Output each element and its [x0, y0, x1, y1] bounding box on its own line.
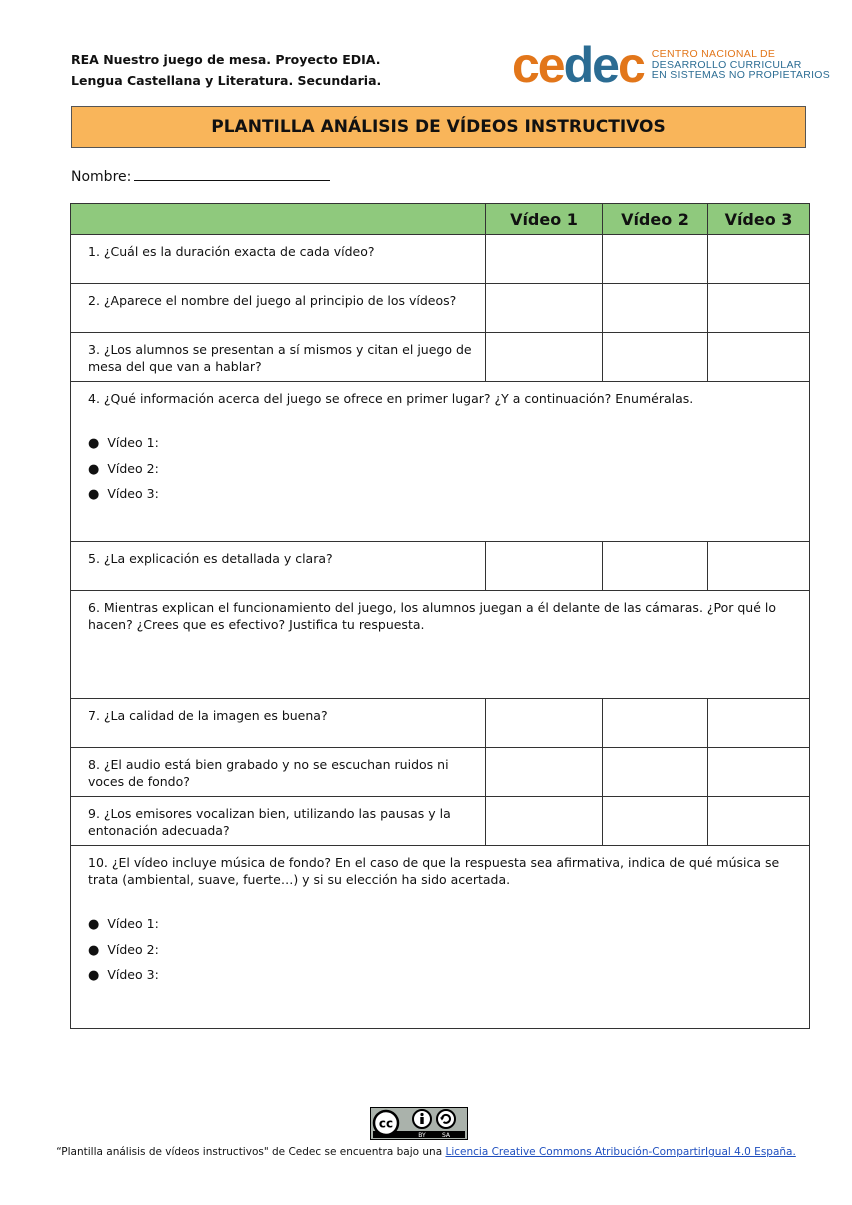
question-5: 5. ¿La explicación es detallada y clara? [88, 551, 333, 566]
answer-cell-video-2[interactable] [603, 542, 708, 591]
list-item: ● Vídeo 2: [88, 938, 809, 964]
video-answer-list [71, 912, 809, 989]
question-8: 8. ¿El audio está bien grabado y no se escuchan ruidos ni voces de fondo? [88, 757, 449, 789]
table-row [71, 748, 810, 797]
license-footer [0, 1146, 852, 1158]
cedec-logo [512, 37, 831, 93]
header-line-1: REA Nuestro juego de mesa. Proyecto EDIA. [71, 52, 381, 67]
question-10: 10. ¿El vídeo incluye música de fondo? En el caso de que la respuesta sea afirmativa, indica de qué música se trata (ambiental, suave, fuerte…) y si su elección ha sido acertada. [88, 855, 780, 887]
header-video-3: Vídeo 3 [708, 204, 810, 235]
header-video-1: Vídeo 1 [486, 204, 603, 235]
name-field [71, 166, 330, 185]
question-cell [71, 542, 486, 591]
logo-word-de: de [563, 37, 618, 93]
answer-cell-video-3[interactable] [708, 748, 810, 797]
cc-by-label: BY [418, 1132, 426, 1139]
answer-cell-video-2[interactable] [603, 699, 708, 748]
table-row [71, 542, 810, 591]
list-item: ● Vídeo 3: [88, 482, 809, 508]
question-1: 1. ¿Cuál es la duración exacta de cada vídeo? [88, 244, 375, 259]
answer-cell-video-2[interactable] [603, 333, 708, 382]
answer-area-question-4[interactable] [71, 382, 810, 542]
license-text: “Plantilla análisis de vídeos instructivos" de Cedec se encuentra bajo una [56, 1146, 446, 1158]
question-4: 4. ¿Qué información acerca del juego se ofrece en primer lugar? ¿Y a continuación? Enuméralas. [88, 391, 694, 406]
logo-sub-line-3: EN SISTEMAS NO PROPIETARIOS [651, 69, 831, 82]
logo-sub-line-2: DESARROLLO CURRICULAR [651, 58, 802, 71]
cc-sa-label: SA [441, 1132, 451, 1139]
list-item: ● Vídeo 1: [88, 912, 809, 938]
question-7: 7. ¿La calidad de la imagen es buena? [88, 708, 328, 723]
answer-cell-video-3[interactable] [708, 542, 810, 591]
name-label: Nombre: [71, 169, 132, 185]
question-2: 2. ¿Aparece el nombre del juego al principio de los vídeos? [88, 293, 457, 308]
answer-cell-video-1[interactable] [486, 284, 603, 333]
answer-area-question-10[interactable] [71, 846, 810, 1029]
logo-word-c: c [617, 37, 644, 93]
answer-cell-video-3[interactable] [708, 235, 810, 284]
license-link[interactable]: Licencia Creative Commons Atribución-CompartirIgual 4.0 España. [445, 1146, 796, 1158]
answer-area-question-6[interactable] [71, 591, 810, 699]
question-cell [71, 699, 486, 748]
video-answer-list [71, 431, 809, 508]
cc-by-sa-icon[interactable] [370, 1107, 468, 1140]
header-line-2: Lengua Castellana y Literatura. Secundaria. [71, 73, 382, 88]
list-item: ● Vídeo 1: [88, 431, 809, 457]
question-cell [71, 797, 486, 846]
question-cell [71, 748, 486, 797]
document-header [71, 49, 381, 91]
answer-cell-video-2[interactable] [603, 748, 708, 797]
answer-cell-video-3[interactable] [708, 797, 810, 846]
answer-cell-video-3[interactable] [708, 699, 810, 748]
answer-cell-video-1[interactable] [486, 797, 603, 846]
answer-cell-video-3[interactable] [708, 284, 810, 333]
question-3: 3. ¿Los alumnos se presentan a sí mismos y citan el juego de mesa del que van a hablar? [88, 342, 472, 374]
table-header-row [71, 204, 810, 235]
table-row [71, 797, 810, 846]
logo-sub-line-1: CENTRO NACIONAL DE [651, 48, 776, 61]
list-item: ● Vídeo 2: [88, 457, 809, 483]
answer-cell-video-2[interactable] [603, 284, 708, 333]
question-6: 6. Mientras explican el funcionamiento del juego, los alumnos juegan a él delante de las cámaras. ¿Por qué lo hacen? ¿Crees que es efectivo? Justifica tu respuesta. [88, 600, 777, 632]
logo-wordmark [512, 37, 644, 93]
logo-word-ce: ce [512, 37, 564, 93]
question-cell [71, 333, 486, 382]
svg-text:cc: cc [378, 1116, 394, 1131]
table-row [71, 284, 810, 333]
answer-cell-video-1[interactable] [486, 699, 603, 748]
question-cell [71, 235, 486, 284]
header-video-2: Vídeo 2 [603, 204, 708, 235]
answer-cell-video-2[interactable] [603, 797, 708, 846]
answer-cell-video-1[interactable] [486, 542, 603, 591]
answer-cell-video-2[interactable] [603, 235, 708, 284]
list-item: ● Vídeo 3: [88, 963, 809, 989]
analysis-table [70, 203, 810, 1029]
table-row [71, 846, 810, 1029]
table-row [71, 333, 810, 382]
page-title: PLANTILLA ANÁLISIS DE VÍDEOS INSTRUCTIVOS [71, 106, 806, 148]
answer-cell-video-1[interactable] [486, 235, 603, 284]
table-row [71, 235, 810, 284]
answer-cell-video-1[interactable] [486, 333, 603, 382]
logo-subtitle [652, 49, 830, 81]
answer-cell-video-3[interactable] [708, 333, 810, 382]
answer-cell-video-1[interactable] [486, 748, 603, 797]
name-blank-line[interactable] [134, 166, 330, 181]
header-question-cell [71, 204, 486, 235]
table-row [71, 382, 810, 542]
table-row [71, 699, 810, 748]
question-9: 9. ¿Los emisores vocalizan bien, utilizando las pausas y la entonación adecuada? [88, 806, 451, 838]
question-cell [71, 284, 486, 333]
table-row [71, 591, 810, 699]
